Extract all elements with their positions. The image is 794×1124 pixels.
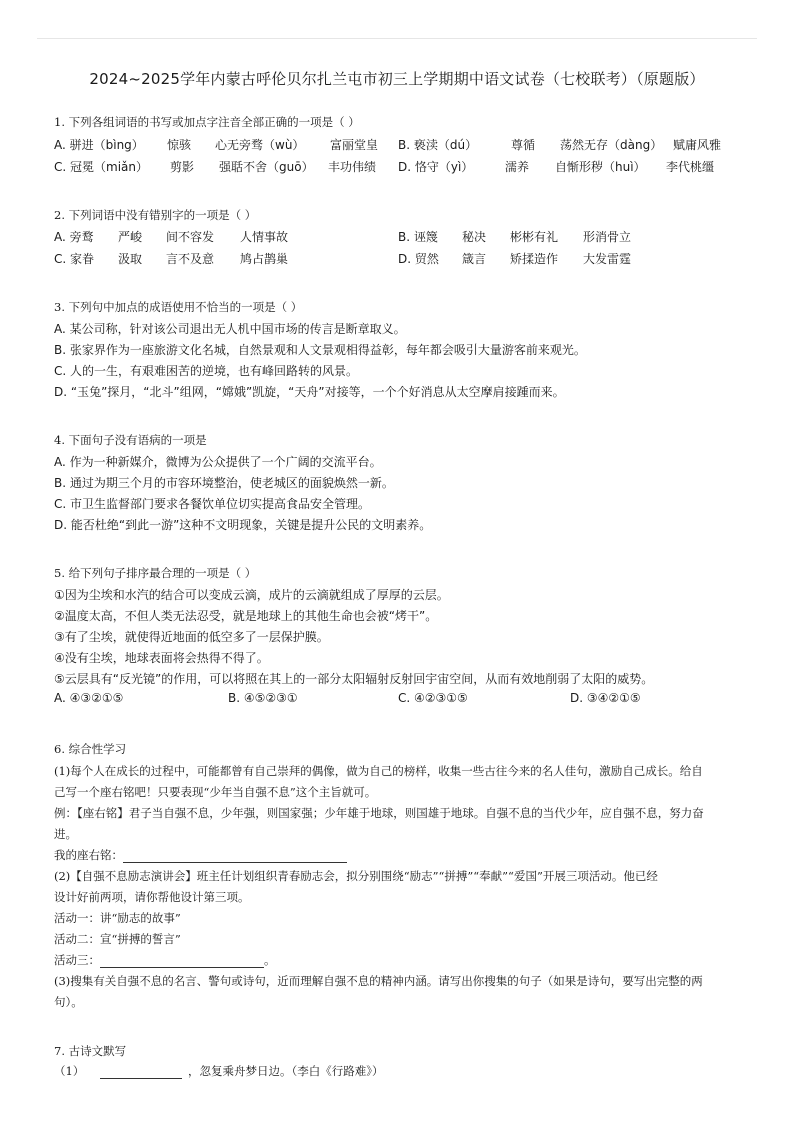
q1-stem: 1. 下列各组词语的书写或加点字注音全部正确的一项是（ ） [54,115,360,129]
page-title: 2024~2025学年内蒙古呼伦贝尔扎兰屯市初三上学期期中语文试卷（七校联考）（原题版） [89,70,705,88]
q6-activity-3-period: 。 [264,953,276,967]
q5-stem: 5. 给下列句子排序最合理的一项是（ ） [54,566,257,580]
q6-motto-row [54,847,347,863]
q5-sentence-4: ④没有尘埃，地球表面将会热得不得了。 [54,651,269,665]
q7-item-1-text: ，忽复乘舟梦日边。（李白《行路难》） [187,1064,384,1078]
q2-option-b-word-2: 秘决 [462,230,487,244]
q1-option-b-word-1: B. 亵渎（dú） [398,138,478,152]
q5-option-a: A. ④③②①⑤ [54,691,124,705]
q7-item-1-number: （1） [54,1064,85,1078]
q6-part1-line2: 己写一个座右铭吧！只要表现“少年当自强不息”这个主旨就可。 [54,785,377,799]
q2-option-a-word-4: 人情事故 [240,230,289,244]
q6-activity-3-row [54,952,276,968]
q5-option-b: B. ④⑤②③① [228,691,298,705]
q2-option-d-word-4: 大发雷霆 [583,252,632,266]
q2-option-b-word-4: 形消骨立 [583,230,632,244]
q2-option-c-word-2: 汲取 [118,252,143,266]
q4-option-c: C. 市卫生监督部门要求各餐饮单位切实提高食品安全管理。 [54,497,371,511]
q2-option-c-word-3: 言不及意 [166,252,215,266]
header-rule [37,38,757,39]
q5-sentence-5: ⑤云层具有“反光镜”的作用，可以将照在其上的一部分太阳辐射反射回宇宙空间，从而有效地削弱了太阳的威势。 [54,672,654,686]
q7-item-1-answer-blank[interactable] [100,1064,182,1079]
q5-sentence-1: ①因为尘埃和水汽的结合可以变成云滴，成片的云滴就组成了厚厚的云层。 [54,588,449,602]
q7-item-1-row [54,1063,383,1079]
q6-activity-3-answer-blank[interactable] [100,953,264,968]
q6-part3-line2: 句）。 [54,995,83,1009]
q2-option-d-word-3: 矫揉造作 [510,252,559,266]
q1-option-a-word-4: 富丽堂皇 [330,138,379,152]
q6-activity-3-label: 活动三： [54,953,100,967]
q1-option-d-word-3: 自惭形秽（huì） [555,160,646,174]
q1-option-d-word-2: 濡养 [505,160,530,174]
q6-activity-1: 活动一：讲“励志的故事” [54,911,181,925]
q1-option-a-word-1: A. 骈进（bìng） [54,138,144,152]
q1-option-b-word-3: 荡然无存（dàng） [560,138,663,152]
q1-option-d-word-4: 李代桃缰 [666,160,715,174]
q5-option-c: C. ④②③①⑤ [398,691,468,705]
q6-stem: 6. 综合性学习 [54,742,127,756]
q4-option-b: B. 通过为期三个月的市容环境整治，使老城区的面貌焕然一新。 [54,476,394,490]
q1-option-a-word-3: 心无旁骛（wù） [215,138,305,152]
q5-sentence-2: ②温度太高，不但人类无法忍受，就是地球上的其他生命也会被“烤干”。 [54,609,438,623]
q2-option-c-word-4: 鸠占鹊巢 [240,252,289,266]
q1-option-c-word-1: C. 冠冕（miǎn） [54,160,148,174]
q6-activity-2: 活动二：宣“拼搏的誓言” [54,932,181,946]
q2-option-d-word-2: 箴言 [462,252,487,266]
q2-option-a-word-3: 间不容发 [166,230,215,244]
q2-option-d-word-1: D. 贸然 [398,252,439,266]
q6-example-line2: 进。 [54,827,77,841]
q1-option-d-word-1: D. 恪守（yì） [398,160,474,174]
q2-option-b-word-3: 彬彬有礼 [510,230,559,244]
q6-motto-answer-blank[interactable] [123,848,347,863]
q1-option-a-word-2: 惊骇 [167,138,192,152]
q2-option-c-word-1: C. 家眷 [54,252,95,266]
q5-option-d: D. ③④②①⑤ [570,691,641,705]
q3-option-d: D. “玉兔”探月，“北斗”组网，“嫦娥”凯旋，“天舟”对接等，一个个好消息从太空摩肩接踵而来。 [54,385,565,399]
q1-option-b-word-2: 尊循 [511,138,536,152]
q1-option-b-word-4: 赋庸风雅 [673,138,722,152]
q2-stem: 2. 下列词语中没有错别字的一项是（ ） [54,208,257,222]
q3-option-b: B. 张家界作为一座旅游文化名城，自然景观和人文景观相得益彰，每年都会吸引大量游客前来观光。 [54,343,586,357]
q6-example-line1: 例：【座右铭】君子当自强不息，少年强，则国家强；少年雄于地球，则国雄于地球。自强不息的当代少年，应自强不息，努力奋 [54,806,704,820]
q4-option-a: A. 作为一种新媒介，微博为公众提供了一个广阔的交流平台。 [54,455,382,469]
q4-option-d: D. 能否杜绝“到此一游”这种不文明现象，关键是提升公民的文明素养。 [54,518,432,532]
q3-option-c: C. 人的一生，有艰难困苦的逆境，也有峰回路转的风景。 [54,364,359,378]
q7-stem: 7. 古诗文默写 [54,1044,127,1058]
q4-stem: 4. 下面句子没有语病的一项是 [54,433,207,447]
q2-option-b-word-1: B. 诬篾 [398,230,438,244]
q6-part2-line1: (2)【自强不息励志演讲会】班主任计划组织青春励志会，拟分别围绕“励志”“拼搏”“奉献”“爱国”开展三项活动。他已经 [54,869,658,883]
q2-option-a-word-1: A. 旁鹜 [54,230,94,244]
q2-option-a-word-2: 严峻 [118,230,143,244]
q1-option-c-word-3: 强聒不舍（guō） [219,160,314,174]
q1-option-c-word-2: 剪影 [170,160,195,174]
q6-part2-line2: 设计好前两项，请你帮他设计第三项。 [54,890,250,904]
q3-stem: 3. 下列句中加点的成语使用不恰当的一项是（ ） [54,300,303,314]
q5-sentence-3: ③有了尘埃，就使得近地面的低空多了一层保护膜。 [54,630,329,644]
q6-part3-line1: (3)搜集有关自强不息的名言、警句或诗句，近而理解自强不息的精神内涵。请写出你搜集的句子（如果是诗句，要写出完整的两 [54,974,703,988]
q1-option-c-word-4: 丰功伟绩 [328,160,377,174]
q6-motto-label: 我的座右铭： [54,848,123,862]
q3-option-a: A. 某公司称，针对该公司退出无人机中国市场的传言是断章取义。 [54,322,406,336]
q6-part1-line1: (1)每个人在成长的过程中，可能都曾有自己崇拜的偶像，做为自己的榜样，收集一些古往今来的名人佳句，激励自己成长。给自 [54,764,703,778]
